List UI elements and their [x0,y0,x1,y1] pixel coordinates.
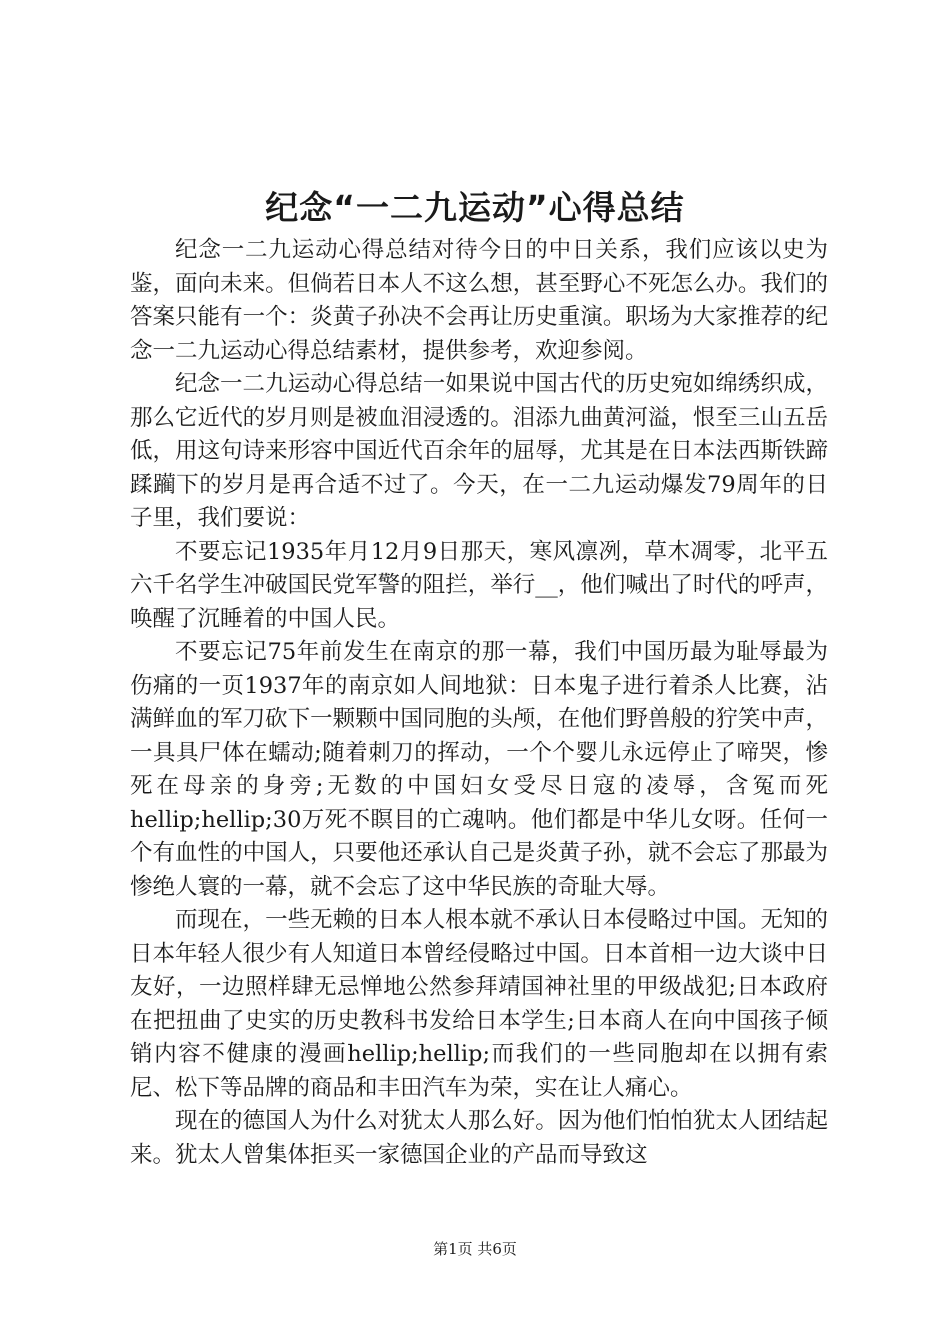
document-body [130,234,828,1172]
paragraph: 纪念一二九运动心得总结对待今日的中日关系，我们应该以史为鉴，面向未来。但倘若日本人不这么想，甚至野心不死怎么办。我们的答案只能有一个：炎黄子孙决不会再让历史重演。职场为大家推荐的纪念一二九运动心得总结素材，提供参考，欢迎参阅。 [130,237,828,364]
paragraph: 不要忘记1935年月12月9日那天，寒风凛冽，草木凋零，北平五六千名学生冲破国民党军警的阻拦，举行__，他们喊出了时代的呼声，唤醒了沉睡着的中国人民。 [130,538,828,632]
paragraph: 而现在，一些无赖的日本人根本就不承认日本侵略过中国。无知的日本年轻人很少有人知道日本曾经侵略过中国。日本首相一边大谈中日友好，一边照样肆无忌惮地公然参拜靖国神社里的甲级战犯;日本政府在把扭曲了史实的历史教科书发给日本学生;日本商人在向中国孩子倾销内容不健康的漫画hellip;hellip;而我们的一些同胞却在以拥有索尼、松下等品牌的商品和丰田汽车为荣，实在让人痛心。 [130,907,828,1101]
paragraph: 现在的德国人为什么对犹太人那么好。因为他们怕怕犹太人团结起来。犹太人曾集体拒买一家德国企业的产品而导致这 [130,1108,828,1168]
page-number-footer: 第1页 共6页 [433,1240,517,1258]
document-title: 纪念“一二九运动”心得总结 [265,188,685,227]
paragraph: 不要忘记75年前发生在南京的那一幕，我们中国历最为耻辱最为伤痛的一页1937年的南京如人间地狱：日本鬼子进行着杀人比赛，沾满鲜血的军刀砍下一颗颗中国同胞的头颅，在他们野兽般的狞笑中声，一具具尸体在蠕动;随着刺刀的挥动，一个个婴儿永远停止了啼哭，惨死在母亲的身旁;无数的中国妇女受尽日寇的凌辱，含冤而死hellip;hellip;30万死不瞑目的亡魂呐。他们都是中华儿女呀。任何一个有血性的中国人，只要他还承认自己是炎黄子孙，就不会忘了那最为惨绝人寰的一幕，就不会忘了这中华民族的奇耻大辱。 [130,639,828,900]
paragraph: 纪念一二九运动心得总结一如果说中国古代的历史宛如绵绣织成，那么它近代的岁月则是被血泪浸透的。泪添九曲黄河溢，恨至三山五岳低，用这句诗来形容中国近代百余年的屈辱，尤其是在日本法西斯铁蹄蹂躏下的岁月是再合适不过了。今天，在一二九运动爆发79周年的日子里，我们要说： [130,371,828,531]
